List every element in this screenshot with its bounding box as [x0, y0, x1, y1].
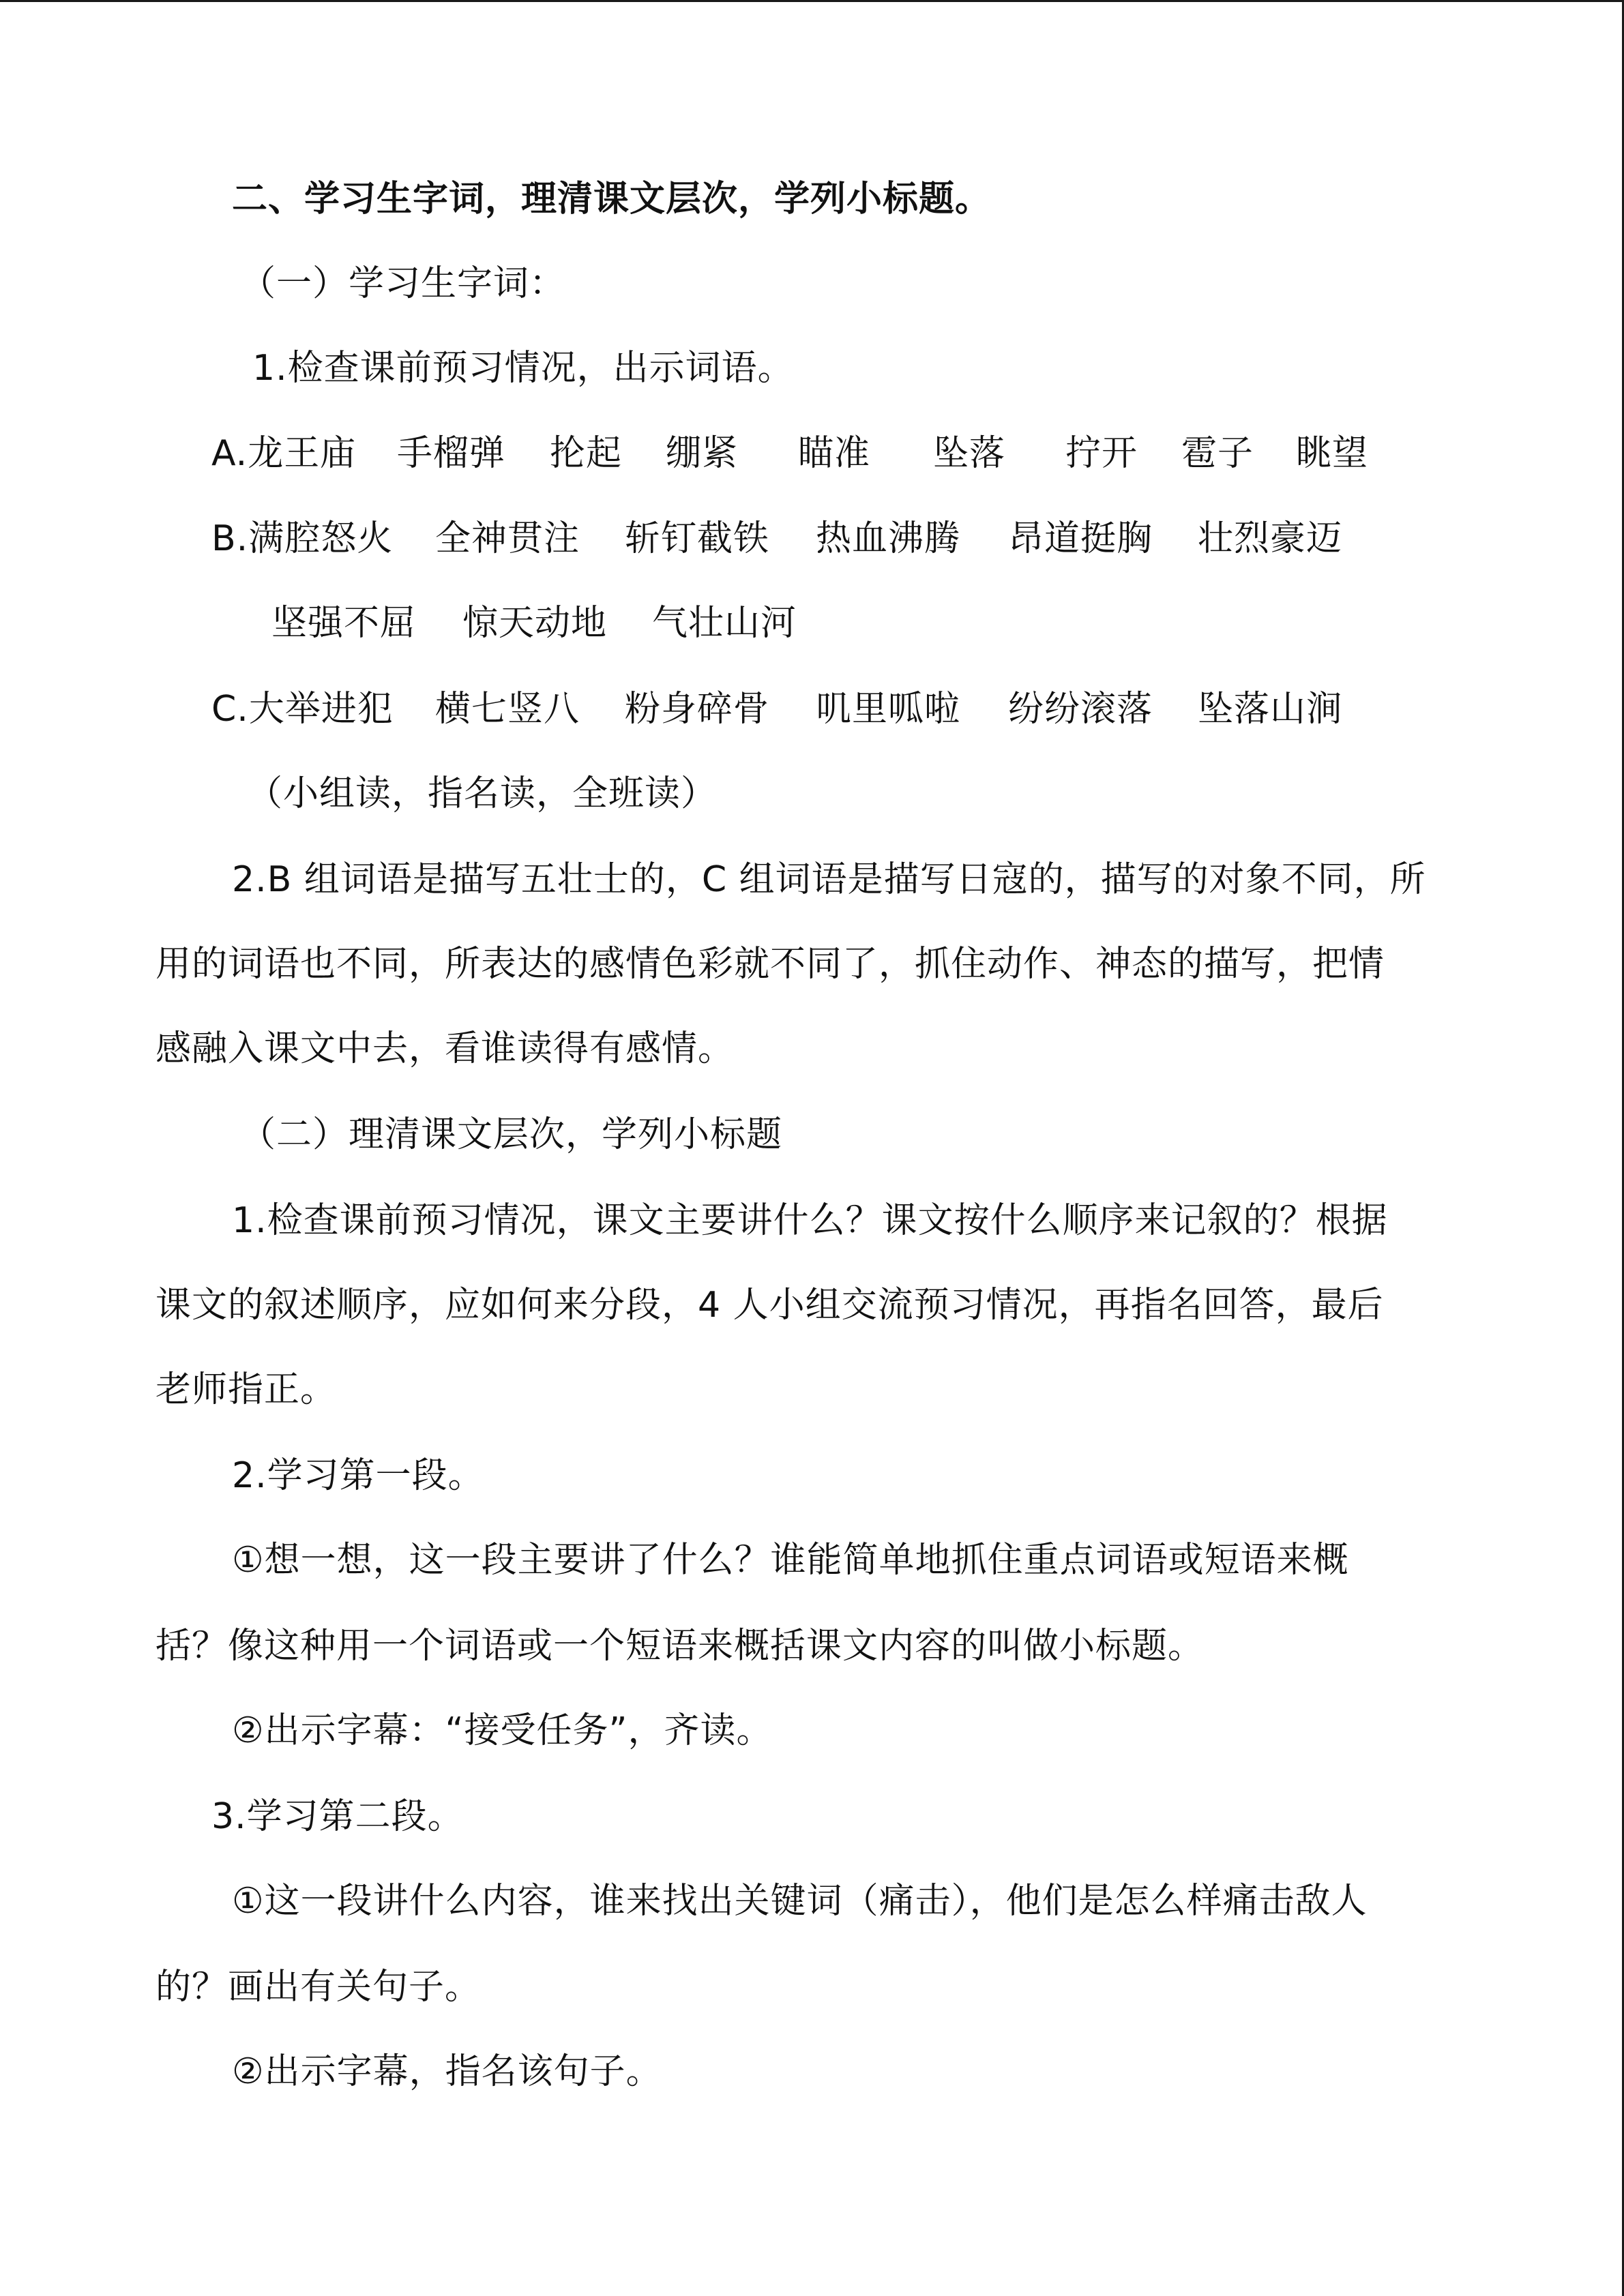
paragraph-line: 的？画出有关句子。 [156, 1967, 482, 2008]
paragraph-line: 用的词语也不同，所表达的感情色彩就不同了，抓住动作、神态的描写，把情 [156, 944, 1385, 985]
word-item: 壮烈豪迈 [1198, 518, 1343, 559]
word-item: 眺望 [1296, 433, 1369, 474]
paragraph-line: ①这一段讲什么内容，谁来找出关键词（痛击），他们是怎么样痛击敌人 [232, 1881, 1368, 1922]
word-item: 手榴弹 [397, 433, 506, 474]
instruction-subitem: ②出示字幕：“接受任务”，齐读。 [232, 1710, 773, 1751]
paragraph-line: 感融入课文中去，看谁读得有感情。 [156, 1028, 735, 1069]
word-group-c [211, 688, 1343, 730]
paragraph-line: 老师指正。 [156, 1369, 337, 1410]
word-item: 全神贯注 [435, 518, 580, 559]
section-heading: 二、学习生字词，理清课文层次，学列小标题。 [232, 179, 992, 220]
word-item: 粉身碎骨 [625, 689, 770, 730]
paragraph-line: 括？像这种用一个词语或一个短语来概括课文内容的叫做小标题。 [156, 1626, 1205, 1667]
group-c-label: C. [211, 689, 249, 730]
word-item: 龙王庙 [248, 433, 357, 474]
subsection-title-2: （二）理清课文层次，学列小标题 [240, 1114, 783, 1155]
word-item: 满腔怒火 [248, 518, 394, 559]
group-a-label: A. [211, 433, 248, 474]
word-item: 横七竖八 [435, 689, 580, 730]
word-item: 热血沸腾 [816, 518, 961, 559]
paragraph-line: 2.B 组词语是描写五壮士的，C 组词语是描写日寇的，描写的对象不同，所 [232, 859, 1426, 900]
word-item: 绷紧 [666, 433, 739, 474]
word-item: 抡起 [550, 433, 623, 474]
word-item: 斩钉截铁 [625, 518, 770, 559]
word-item: 坚强不屈 [271, 603, 417, 644]
word-group-a [211, 432, 1369, 475]
word-item: 拧开 [1065, 433, 1138, 474]
word-item: 纷纷滚落 [1008, 689, 1153, 730]
word-item: 坠落 [933, 433, 1006, 474]
paragraph-line: 课文的叙述顺序，应如何来分段，4 人小组交流预习情况，再指名回答，最后 [156, 1285, 1384, 1326]
word-item: 气壮山河 [652, 603, 797, 644]
word-item: 瞄准 [798, 433, 871, 474]
word-item: 雹子 [1181, 433, 1254, 474]
word-item: 叽里呱啦 [816, 689, 961, 730]
reading-note: （小组读，指名读，全班读） [247, 773, 718, 814]
instruction-item-1: 1.检查课前预习情况，出示词语。 [252, 348, 794, 389]
instruction-subitem: ②出示字幕，指名该句子。 [232, 2051, 662, 2092]
word-item: 昂道挺胸 [1008, 518, 1153, 559]
word-item: 惊天动地 [462, 603, 608, 644]
word-item: 大举进犯 [248, 689, 394, 730]
instruction-item-2: 2.学习第一段。 [232, 1455, 484, 1496]
word-group-b-continued [271, 602, 797, 644]
group-b-label: B. [211, 518, 249, 559]
instruction-item-3: 3.学习第二段。 [211, 1796, 464, 1837]
paragraph-line: ①想一想，这一段主要讲了什么？谁能简单地抓住重点词语或短语来概 [232, 1540, 1349, 1581]
word-group-b [211, 518, 1343, 560]
word-item: 坠落山涧 [1198, 689, 1343, 730]
paragraph-line: 1.检查课前预习情况，课文主要讲什么？课文按什么顺序来记叙的？根据 [232, 1200, 1388, 1241]
subsection-title-1: （一）学习生字词： [240, 263, 566, 304]
